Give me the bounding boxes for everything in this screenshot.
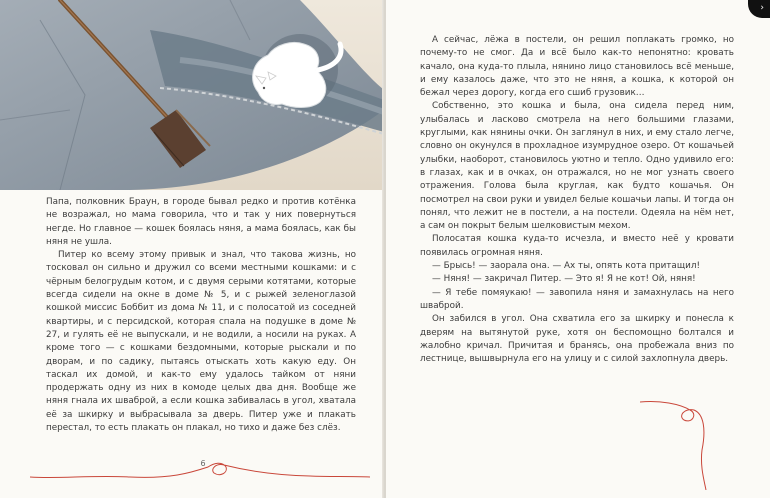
paragraph: Собственно, это кошка и была, она сидела перед ним, улыбалась и ласково смотрела на него большими глазами, круглыми, как нянины очки. Он заглянул в них, и ему стало легче, словно он окунулся в прохладное изумрудное озеро. От кошачьей улыбки, наоборот, становилось уютно и тепло. Одно удивило его: в глазах, как и в очках, он отражался, но не мог узнать своего отражения. Голова была круглая, как будто кошачья. Он посмотрел на свои руки и увидел белые кошачьи лапы. И тогда он понял, что лежит не в постели, а на постели. Одеяла на нём нет, а сам он покрыт белым шелковистым мехом.: [420, 101, 734, 232]
left-page-text: [46, 196, 356, 435]
paragraph: — Няня! — закричал Питер. — Это я! Я не кот! Ой, няня!: [432, 274, 696, 285]
paragraph: — Брысь! — заорала она. — Ах ты, опять кота притащил!: [432, 261, 700, 272]
paragraph: Он забился в угол. Она схватила его за шкирку и понесла к дверям на вытянутой руке, хотя он беспомощно болтался и жалобно кричал. Причитая и бранясь, она пробежала вниз по лестнице, вышвырнула его на улицу и с силой захлопнула дверь.: [420, 314, 734, 365]
left-page: [0, 0, 384, 498]
paragraph: Папа, полковник Браун, в городе бывал редко и против котёнка не возражал, но мама говорила, что и так у них повернуться негде. Но главное — кошек боялась няня, а мама боялась, как бы няня не ушла.: [46, 197, 356, 247]
paragraph: А сейчас, лёжа в постели, он решил поплакать громко, но почему-то не смог. Да и всё было как-то непонятно: кровать качало, она куда-то плыла, нянино лицо становилось всё меньше, и ему казалось даже, что это не няня, а кошка, к которой он бежал через дорогу, когда его сшиб грузовик…: [420, 35, 734, 99]
corner-menu-icon[interactable]: ›: [748, 0, 770, 18]
illustration: [0, 0, 384, 190]
right-page-text: [420, 34, 734, 366]
paragraph: Полосатая кошка куда-то исчезла, и вместо неё у кровати появилась огромная няня.: [420, 234, 734, 258]
paragraph: Питер ко всему этому привык и знал, что такова жизнь, но тосковал он сильно и дружил со всеми местными кошками: и с чёрным белогрудым котом, и с двумя серыми котятами, которые всегда сидели на окне в доме № 5, и с рыжей зеленоглазой кошкой миссис Боббит из дома № 11, и с полосатой из соседней квартиры, и с персидской, которая спала на подушке в доме № 27, и гулять её не выпускали, и не водили, а носили на руках. А кроме того — с кошками бездомными, которые рыскали и по дворам, и по садику, пытаясь отыскать хоть какую еду. Он таскал их домой, и как-то ему удалось тайком от няни продержать одну из них в комоде целых два дня. Вообще же няня гнала их шваброй, а если кошка забивалась в угол, хватала её за шкирку и выбрасывала за дверь. Питер уже и плакать перестал, то есть плакать он плакал, но тихо и даже без слёз.: [46, 250, 356, 434]
paragraph: — Я тебе помяукаю! — завопила няня и замахнулась на него шваброй.: [420, 287, 734, 311]
thread-ornament-right: [640, 400, 750, 490]
page-number: 6: [200, 459, 206, 468]
